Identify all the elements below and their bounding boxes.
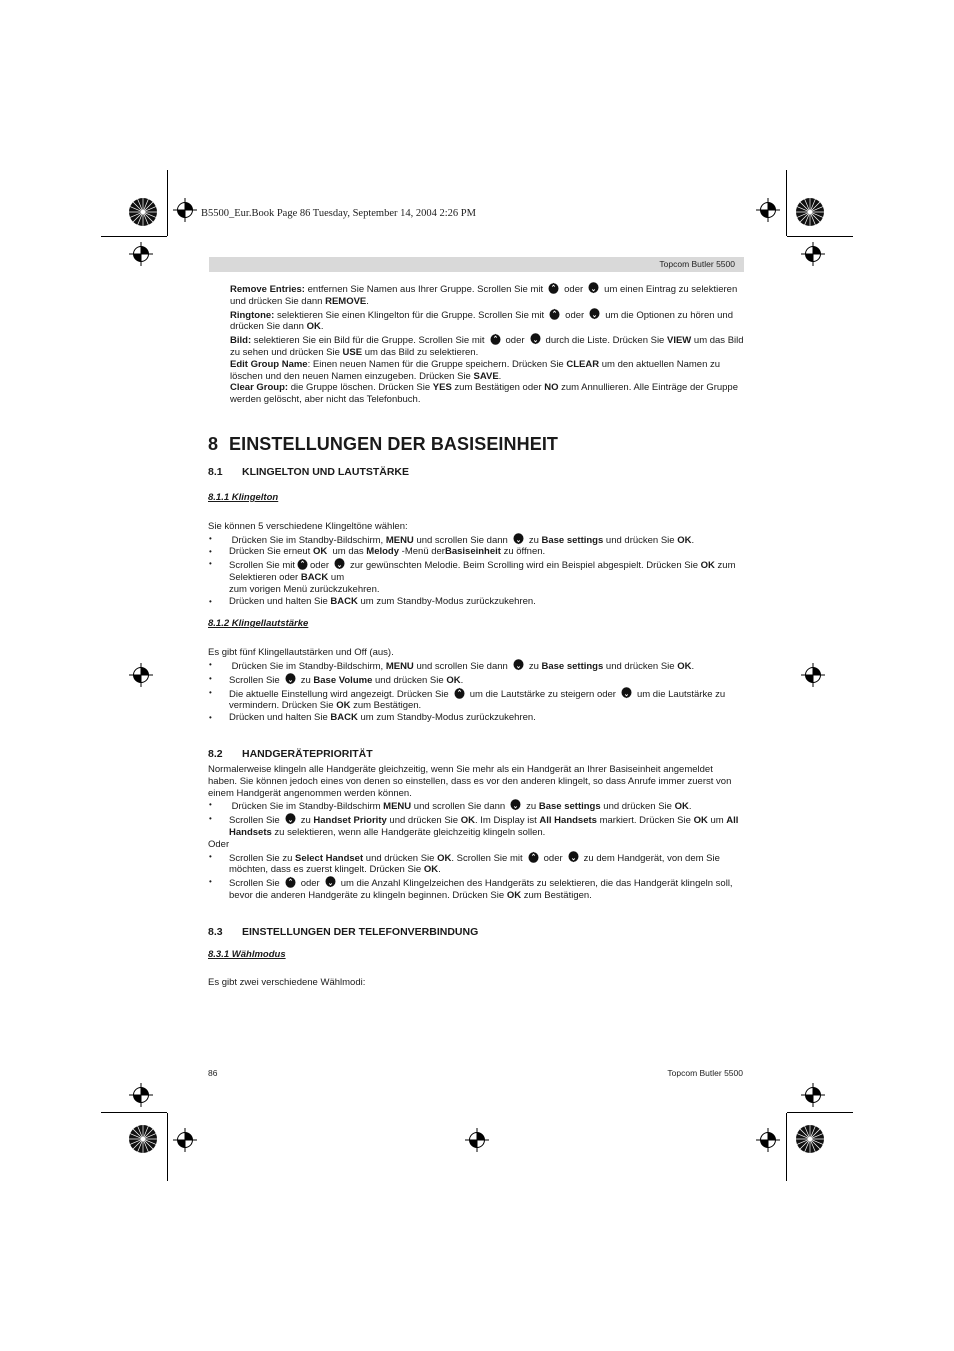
list-item: • Scrollen Sie mit oder zur gewünschten Melodie. Beim Scrolling wird ein Beispiel abgespielt. Drücken Sie OK zum Selektieren oder BACK um zum vorigen Menü zurückzukehren.	[208, 558, 744, 595]
navigation-up-icon	[490, 333, 501, 345]
printer-slug: B5500_Eur.Book Page 86 Tuesday, September 14, 2004 2:26 PM	[201, 208, 476, 219]
list-item: • Drücken Sie im Standby-Bildschirm MENU und scrollen Sie dann zu Base settings und drücken Sie OK.	[208, 799, 744, 813]
list-item: • Die aktuelle Einstellung wird angezeigt. Drücken Sie um die Lautstärke zu steigern oder um die Lautstärke zu vermindern. Drücken Sie OK zum Bestätigen.	[208, 687, 744, 713]
registration-mark-icon	[129, 663, 153, 687]
subsection-heading-8-1-2: 8.1.2 Klingellautstärke	[208, 618, 309, 630]
crop-mark	[787, 1112, 853, 1113]
list-item: • Drücken Sie erneut OK um das Melody -Menü derBasiseinheit zu öffnen.	[208, 546, 744, 558]
oder-line: Oder	[208, 838, 230, 850]
section-heading-8-2: 8.2 HANDGERÄTEPRIORITÄT	[208, 747, 373, 760]
registration-mark-icon	[801, 242, 825, 266]
subsection-heading-8-3-1: 8.3.1 Wählmodus	[208, 948, 286, 960]
dial-mode-intro: Es gibt zwei verschiedene Wählmodi:	[208, 977, 366, 989]
section-heading-8-1: 8.1 KLINGELTON UND LAUTSTÄRKE	[208, 465, 410, 478]
navigation-down-icon	[513, 659, 524, 671]
starburst-target-icon	[128, 197, 158, 227]
volume-intro: Es gibt fünf Klingellautstärken und Off (aus).	[208, 647, 394, 659]
volume-steps	[208, 659, 744, 724]
navigation-down-icon	[285, 813, 296, 825]
crop-mark	[101, 1112, 167, 1113]
list-item: • Scrollen Sie zu Select Handset und drücken Sie OK. Scrollen Sie mit oder zu dem Handgerät, von dem Sie möchten, dass es zuerst klingelt. Drücken Sie OK.	[208, 851, 744, 877]
crop-mark	[786, 170, 787, 236]
registration-mark-icon	[129, 242, 153, 266]
ringtone-intro: Sie können 5 verschiedene Klingeltöne wählen:	[208, 520, 408, 532]
navigation-down-icon	[285, 673, 296, 685]
crop-mark	[101, 236, 167, 237]
registration-mark-icon	[129, 1083, 153, 1107]
registration-mark-icon	[756, 1128, 780, 1152]
crop-mark	[167, 1113, 168, 1181]
navigation-up-icon	[548, 282, 559, 294]
registration-mark-icon	[173, 1128, 197, 1152]
list-item: • Drücken und halten Sie BACK um zum Standby-Modus zurückzukehren.	[208, 712, 744, 724]
section-heading-8-3: 8.3 EINSTELLUNGEN DER TELEFONVERBINDUNG	[208, 925, 479, 938]
navigation-down-icon	[334, 558, 345, 570]
navigation-down-icon	[588, 282, 599, 294]
chapter-heading: 8 EINSTELLUNGEN DER BASISEINHEIT	[208, 433, 559, 454]
list-item: • Scrollen Sie zu Base Volume und drücken Sie OK.	[208, 673, 744, 687]
navigation-down-icon	[589, 308, 600, 320]
remove-entries-paragraph: Remove Entries: entfernen Sie Namen aus Ihrer Gruppe. Scrollen Sie mit oder um einen Eintrag zu selektieren und drücken Sie dann REMOVE.	[230, 284, 738, 307]
navigation-down-icon	[510, 799, 521, 811]
ringtone-paragraph: Ringtone: selektieren Sie einen Klingelton für die Gruppe. Scrollen Sie mit oder um die Optionen zu hören und drücken Sie dann OK.	[230, 309, 733, 333]
navigation-up-icon	[285, 876, 296, 888]
bild-paragraph: Bild: selektieren Sie ein Bild für die Gruppe. Scrollen Sie mit oder durch die Liste. Drücken Sie VIEW um das Bild zu sehen und drücken Sie USE um das Bild zu selektieren.	[230, 335, 744, 358]
ringtone-steps	[208, 533, 744, 608]
starburst-target-icon	[128, 1124, 158, 1154]
group-options	[208, 282, 744, 406]
navigation-up-icon	[454, 687, 465, 699]
list-item: • Drücken und halten Sie BACK um zum Standby-Modus zurückzukehren.	[208, 596, 744, 608]
priority-intro: Normalerweise klingeln alle Handgeräte gleichzeitig, wenn Sie mehr als ein Handgerät an Ihrer Basiseinheit angemeldet haben. Sie können jedoch eines von denen so einstellen, dass es vor den anderen klingelt, so dass Anrufe immer zuerst von einem Handgerät angenommen werden können.	[208, 763, 732, 799]
registration-mark-icon	[173, 198, 197, 222]
page-number: 86	[208, 1068, 218, 1078]
navigation-down-icon	[513, 533, 524, 545]
registration-mark-icon	[756, 198, 780, 222]
list-item: • Scrollen Sie oder um die Anzahl Klingelzeichen des Handgeräts zu selektieren, die das Handgerät klingeln soll, bevor die anderen Handgeräte zu klingeln beginnen. Drücken Sie OK zum Bestätigen.	[208, 876, 744, 902]
registration-mark-icon	[465, 1128, 489, 1152]
footer-product: Topcom Butler 5500	[667, 1068, 743, 1078]
list-item: • Drücken Sie im Standby-Bildschirm, MENU und scrollen Sie dann zu Base settings und drücken Sie OK.	[208, 659, 744, 673]
crop-mark	[787, 236, 853, 237]
starburst-target-icon	[795, 197, 825, 227]
crop-mark	[786, 1113, 787, 1181]
navigation-up-icon	[549, 308, 560, 320]
registration-mark-icon	[801, 663, 825, 687]
list-item: • Drücken Sie im Standby-Bildschirm, MENU und scrollen Sie dann zu Base settings und drücken Sie OK.	[208, 533, 744, 547]
header-product: Topcom Butler 5500	[659, 259, 735, 269]
subsection-heading-8-1-1: 8.1.1 Klingelton	[208, 491, 279, 503]
navigation-down-icon	[621, 687, 632, 699]
crop-mark	[167, 170, 168, 236]
list-item: • Scrollen Sie zu Handset Priority und drücken Sie OK. Im Display ist All Handsets markiert. Drücken Sie OK um All Handsets zu selektieren, wenn alle Handgeräte gleichzeitig klingeln sollen.	[208, 813, 744, 839]
clear-group-paragraph: Clear Group: die Gruppe löschen. Drücken Sie YES zum Bestätigen oder NO zum Annullieren. Alle Einträge der Gruppe werden gelöscht, aber nicht das Telefonbuch.	[230, 382, 739, 406]
navigation-up-icon	[297, 558, 308, 570]
navigation-down-icon	[568, 851, 579, 863]
registration-mark-icon	[801, 1083, 825, 1107]
page-body	[208, 282, 744, 989]
navigation-up-icon	[528, 851, 539, 863]
navigation-down-icon	[325, 876, 336, 888]
priority-steps-alt	[208, 851, 744, 902]
edit-group-name-paragraph: Edit Group Name: Einen neuen Namen für die Gruppe speichern. Drücken Sie CLEAR um den aktuellen Namen zu löschen und den neuen Namen einzugeben. Drücken Sie SAVE.	[230, 358, 721, 382]
starburst-target-icon	[795, 1124, 825, 1154]
priority-steps	[208, 799, 744, 838]
running-header	[209, 257, 744, 272]
navigation-down-icon	[530, 333, 541, 345]
